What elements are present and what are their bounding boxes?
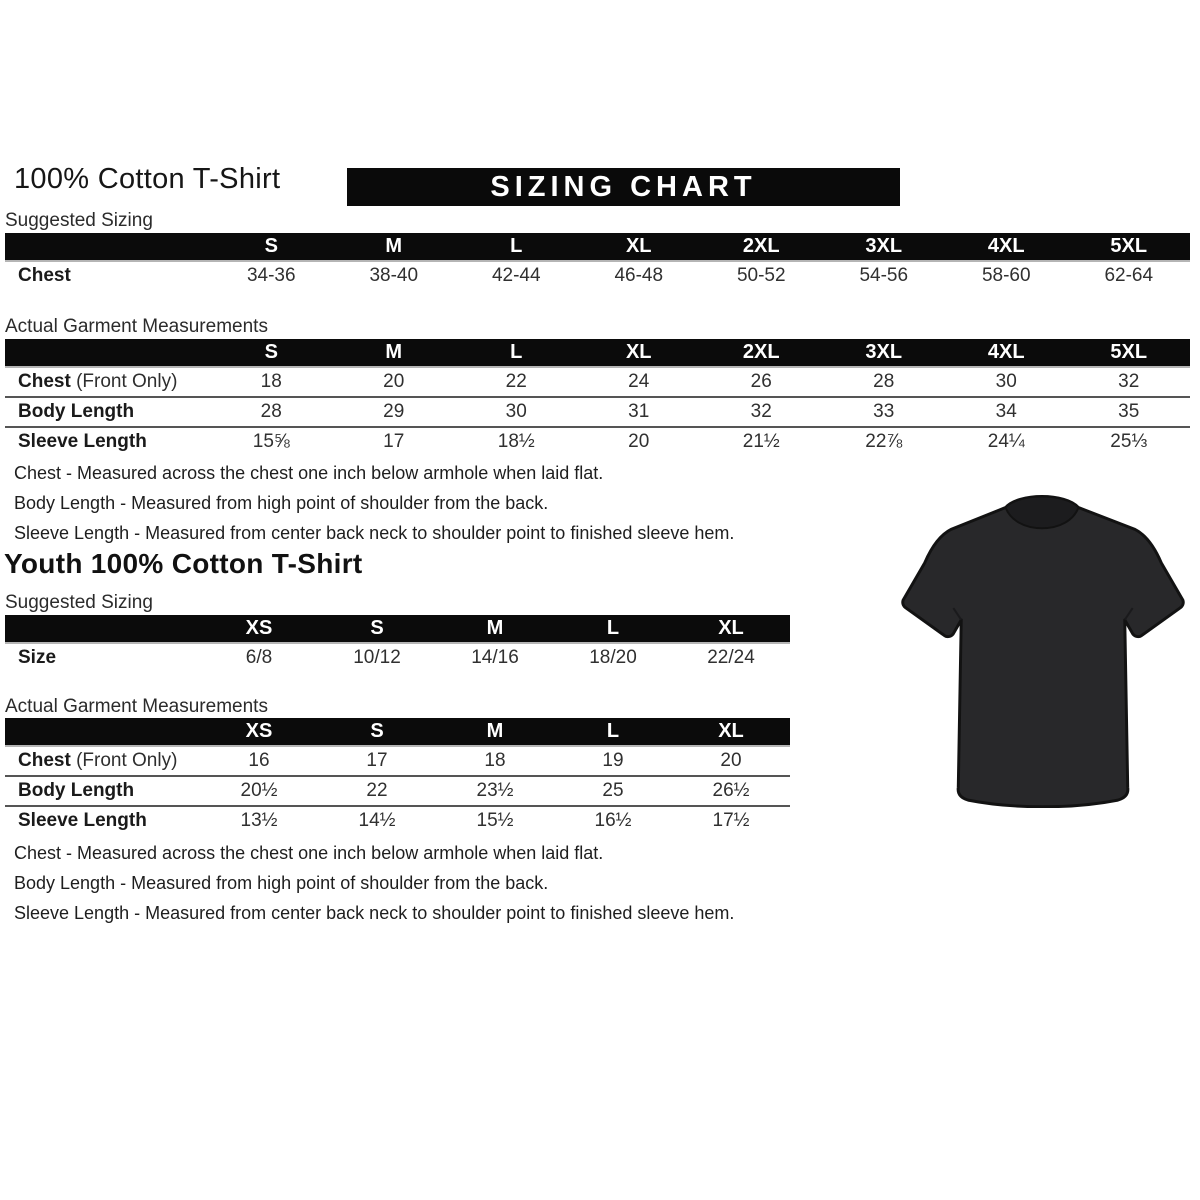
page-title: 100% Cotton T-Shirt [14,163,281,195]
col-header: S [210,233,333,261]
row-label-suffix: (Front Only) [70,371,178,392]
note-body-length: Body Length - Measured from high point of shoulder from the back. [14,873,549,893]
corner-cell [5,339,210,367]
col-header: XS [200,615,318,643]
cell: 18 [260,371,282,392]
row-label-suffix: (Front Only) [70,750,178,771]
table-row-chest [5,746,790,776]
row-label [5,261,210,290]
cell: 23½ [436,776,554,806]
cell: 26 [750,371,772,392]
row-label-text: Sleeve Length [18,810,147,831]
cell: 62-64 [1104,265,1154,286]
cell: 16 [248,750,270,771]
note-sleeve-length: Sleeve Length - Measured from center back neck to shoulder point to finished sleeve hem. [14,523,735,543]
table-row-body-length [5,397,1190,427]
tshirt-graphic [895,478,1191,808]
col-header: M [333,233,456,261]
cell: 18/20 [589,647,637,668]
cell: 18 [484,750,506,771]
sizing-chart-banner [347,168,900,206]
col-header: 2XL [700,339,823,367]
col-header: 2XL [700,233,823,261]
adult-suggested-sizing-label: Suggested Sizing [5,210,153,231]
col-header: 4XL [945,339,1068,367]
cell: 17 [333,427,456,456]
col-header: 5XL [1068,233,1191,261]
cell: 15½ [436,806,554,835]
adult-measurement-notes [14,458,734,548]
cell: 35 [1068,397,1191,427]
col-header: XL [578,339,701,367]
col-header: L [455,339,578,367]
adult-measurements-table [5,339,1190,456]
cell: 30 [995,371,1017,392]
table-row-chest [5,261,1190,290]
col-header: L [455,233,578,261]
row-label-text: Sleeve Length [18,431,147,452]
table-row-size [5,643,790,672]
tshirt-image [895,478,1191,808]
cell: 34 [945,397,1068,427]
col-header: L [554,615,672,643]
youth-measurements-header-row [5,718,790,746]
cell: 22 [318,776,436,806]
adult-measurements-header-row [5,339,1190,367]
cell: 24 [628,371,650,392]
adult-suggested-table [5,233,1190,290]
col-header: XL [578,233,701,261]
cell: 18½ [455,427,578,456]
col-header: XL [672,615,790,643]
cell: 19 [602,750,624,771]
cell: 13½ [200,806,318,835]
cell: 15⅝ [210,427,333,456]
cell: 50-52 [736,265,786,286]
col-header: S [318,718,436,746]
cell: 22/24 [707,647,755,668]
cell: 24¼ [945,427,1068,456]
cell: 58-60 [981,265,1031,286]
corner-cell [5,718,200,746]
row-label [5,367,210,397]
row-label [5,397,210,427]
adult-measurements-label: Actual Garment Measurements [5,316,268,337]
col-header: L [554,718,672,746]
cell: 38-40 [369,265,419,286]
table-row-sleeve-length [5,427,1190,456]
col-header: M [436,615,554,643]
adult-suggested-header-row [5,233,1190,261]
row-label-text: Body Length [18,780,135,801]
youth-suggested-header-row [5,615,790,643]
col-header: XL [672,718,790,746]
cell: 54-56 [859,265,909,286]
cell: 16½ [554,806,672,835]
col-header: 4XL [945,233,1068,261]
cell: 20½ [200,776,318,806]
table-row-sleeve-length [5,806,790,835]
col-header: XS [200,718,318,746]
table-row-chest [5,367,1190,397]
cell: 25⅓ [1068,427,1191,456]
row-label-text: Chest [18,371,71,392]
row-label [5,776,200,806]
cell: 32 [1118,371,1140,392]
tshirt-body-shape [903,496,1184,806]
table-row-body-length [5,776,790,806]
cell: 17 [366,750,388,771]
cell: 28 [210,397,333,427]
row-label [5,806,200,835]
col-header: 3XL [823,233,946,261]
cell: 21½ [700,427,823,456]
note-chest: Chest - Measured across the chest one inch below armhole when laid flat. [14,843,604,863]
note-body-length: Body Length - Measured from high point of shoulder from the back. [14,493,549,513]
cell: 33 [823,397,946,427]
cell: 34-36 [246,265,296,286]
row-label-text: Body Length [18,401,135,422]
cell: 6/8 [245,647,273,668]
cell: 10/12 [353,647,401,668]
col-header: M [436,718,554,746]
youth-suggested-table [5,615,790,672]
youth-section-title: Youth 100% Cotton T-Shirt [4,548,363,579]
cell: 32 [700,397,823,427]
row-label [5,746,200,776]
youth-suggested-sizing-label: Suggested Sizing [5,592,153,613]
youth-measurement-notes [14,838,734,928]
cell: 30 [455,397,578,427]
cell: 20 [383,371,405,392]
col-header: M [333,339,456,367]
sizing-chart-banner-text: SIZING CHART [490,170,757,203]
col-header: S [210,339,333,367]
cell: 28 [873,371,895,392]
cell: 29 [333,397,456,427]
cell: 31 [578,397,701,427]
row-label-text: Size [18,647,57,668]
row-label [5,427,210,456]
cell: 17½ [672,806,790,835]
cell: 26½ [672,776,790,806]
note-sleeve-length: Sleeve Length - Measured from center back neck to shoulder point to finished sleeve hem. [14,903,735,923]
col-header: 5XL [1068,339,1191,367]
row-label [5,643,200,672]
cell: 20 [720,750,742,771]
youth-measurements-label: Actual Garment Measurements [5,696,268,717]
corner-cell [5,615,200,643]
col-header: 3XL [823,339,946,367]
cell: 14½ [318,806,436,835]
cell: 22⅞ [823,427,946,456]
cell: 25 [554,776,672,806]
corner-cell [5,233,210,261]
row-label-text: Chest [18,750,71,771]
cell: 14/16 [471,647,519,668]
note-chest: Chest - Measured across the chest one inch below armhole when laid flat. [14,463,604,483]
cell: 42-44 [491,265,541,286]
cell: 46-48 [614,265,664,286]
cell: 22 [505,371,527,392]
youth-measurements-table [5,718,790,835]
cell: 20 [578,427,701,456]
col-header: S [318,615,436,643]
row-label-text: Chest [18,265,71,286]
